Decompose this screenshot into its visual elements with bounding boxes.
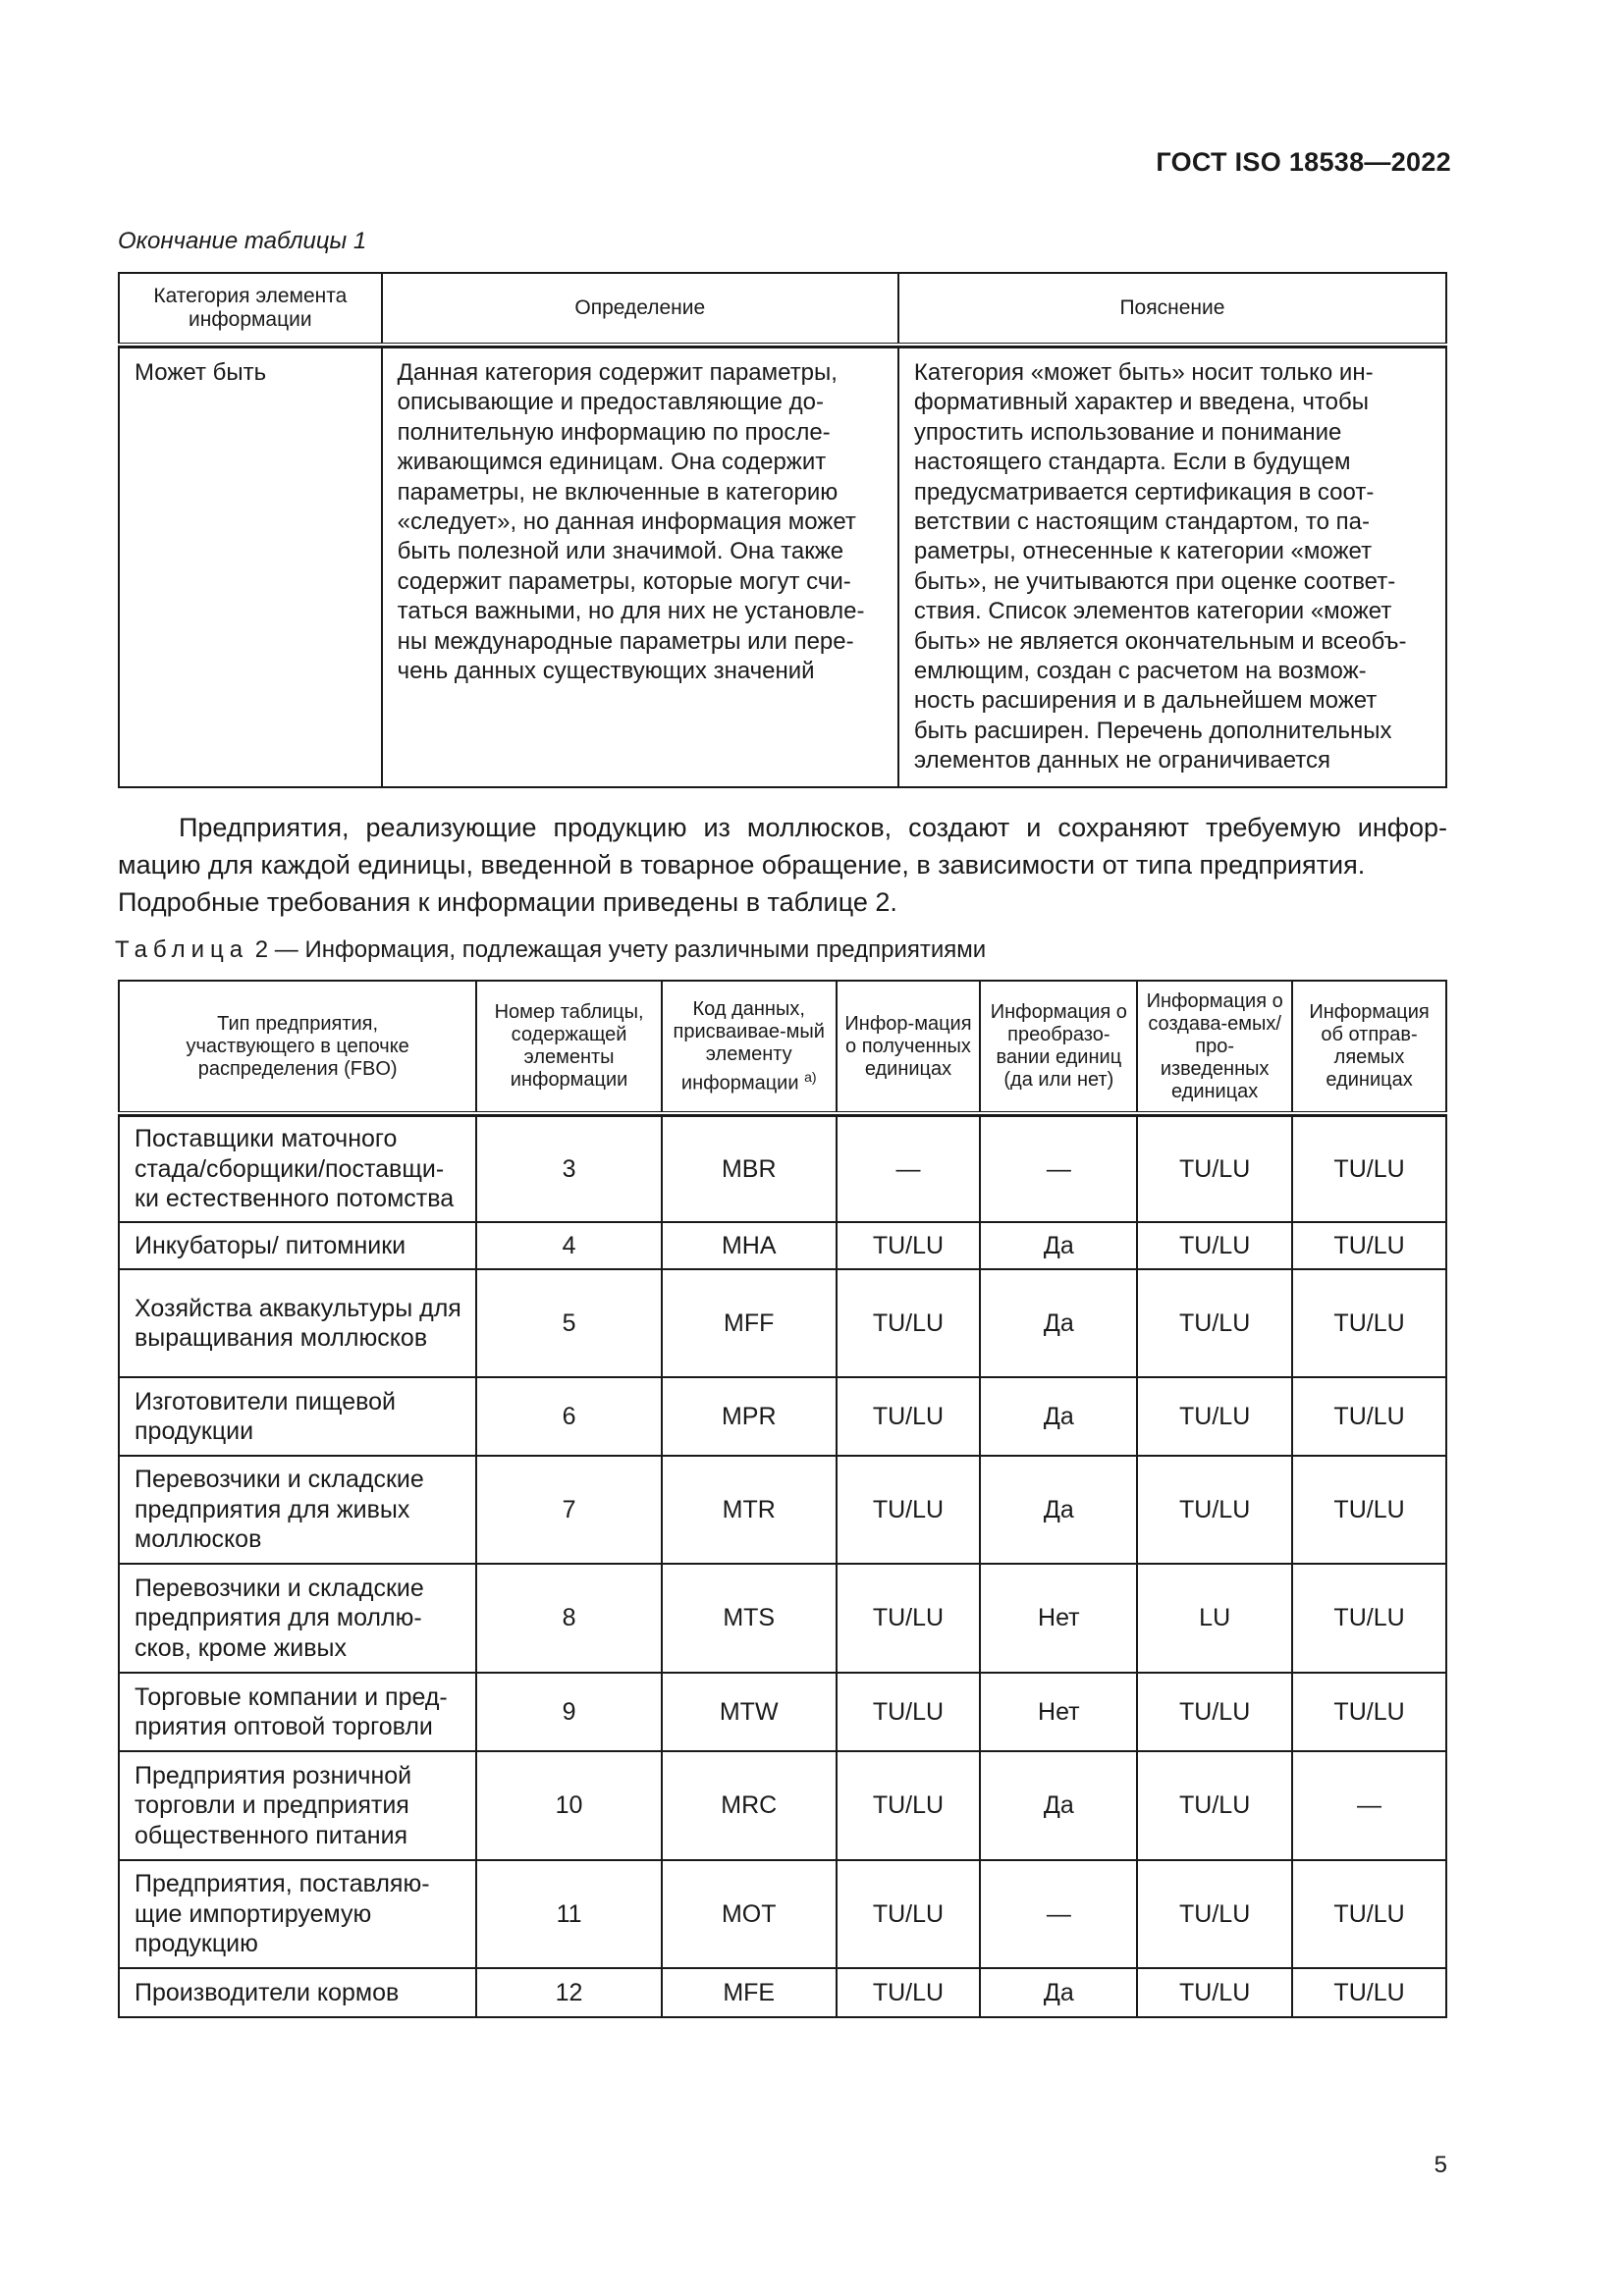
received-cell: TU/LU <box>837 1673 981 1751</box>
table1-header-explanation: Пояснение <box>898 273 1446 345</box>
table-row <box>119 1673 1446 1751</box>
table2-header-data-code-text: Код данных, присваивае-мый элементу информации <box>673 997 825 1095</box>
dispatched-cell: TU/LU <box>1292 1377 1446 1456</box>
fbo-cell: Предприятия, поставляю-щие импортируемую продукцию <box>119 1860 476 1968</box>
text-line: элементов данных не ограничивается <box>913 747 1331 774</box>
table2-header-created: Информация о создава-емых/про-изведенных единицах <box>1137 981 1292 1113</box>
standard-designation: ГОСТ ISO 18538—2022 <box>1156 147 1451 177</box>
table-number-cell: 9 <box>476 1673 662 1751</box>
text-line: настоящего стандарта. Если в будущем <box>913 449 1351 476</box>
table1-definition-cell <box>382 347 898 787</box>
data-code-cell: MTS <box>662 1564 837 1673</box>
transformed-cell: Да <box>980 1751 1137 1860</box>
text-line: Категория «может быть» носит только ин- <box>913 359 1374 386</box>
created-cell: TU/LU <box>1137 1116 1292 1222</box>
footnote-marker: a) <box>804 1068 817 1085</box>
created-cell: LU <box>1137 1564 1292 1673</box>
received-cell: TU/LU <box>837 1860 981 1968</box>
table-number-cell: 7 <box>476 1456 662 1564</box>
text-line: живающимся единицам. Она содержит <box>397 449 827 476</box>
received-cell: TU/LU <box>837 1222 981 1269</box>
transformed-cell: Да <box>980 1456 1137 1564</box>
dispatched-cell: TU/LU <box>1292 1456 1446 1564</box>
fbo-cell: Предприятия розничной торговли и предприятия общественного питания <box>119 1751 476 1860</box>
paragraph-line: Предприятия, реализующие продукцию из моллюсков, создают и сохраняют требуемую инфор- <box>179 813 1447 842</box>
table2-header-data-code <box>662 981 837 1113</box>
table-number-cell: 8 <box>476 1564 662 1673</box>
table1 <box>118 272 1447 788</box>
received-cell: TU/LU <box>837 1751 981 1860</box>
table1-header-category: Категория элемента информации <box>119 273 382 345</box>
table-row <box>119 1269 1446 1377</box>
text-line: описывающие и предоставляющие до- <box>397 389 825 416</box>
table-row <box>119 1860 1446 1968</box>
fbo-cell: Перевозчики и складские предприятия для живых моллюсков <box>119 1456 476 1564</box>
transformed-cell: — <box>980 1860 1137 1968</box>
transformed-cell: Нет <box>980 1673 1137 1751</box>
dispatched-cell: TU/LU <box>1292 1116 1446 1222</box>
received-cell: — <box>837 1116 981 1222</box>
data-code-cell: MOT <box>662 1860 837 1968</box>
dispatched-cell: — <box>1292 1751 1446 1860</box>
text-line: емлющим, создан с расчетом на возмож- <box>913 658 1367 685</box>
data-code-cell: MTR <box>662 1456 837 1564</box>
received-cell: TU/LU <box>837 1564 981 1673</box>
table-row <box>119 1222 1446 1269</box>
fbo-cell: Перевозчики и складские предприятия для моллю-сков, кроме живых <box>119 1564 476 1673</box>
table-row <box>119 1751 1446 1860</box>
text-line: быть полезной или значимой. Она также <box>397 538 844 565</box>
data-code-cell: MTW <box>662 1673 837 1751</box>
table-number-cell: 12 <box>476 1968 662 2017</box>
table2-header-table-number: Номер таблицы, содержащей элементы информации <box>476 981 662 1113</box>
table-row <box>119 1116 1446 1222</box>
fbo-cell: Производители кормов <box>119 1968 476 2017</box>
dispatched-cell: TU/LU <box>1292 1564 1446 1673</box>
text-line: чень данных существующих значений <box>397 658 815 685</box>
table-row <box>119 1968 1446 2017</box>
created-cell: TU/LU <box>1137 1269 1292 1377</box>
text-line: предусматривается сертификация в соот- <box>913 478 1375 506</box>
received-cell: TU/LU <box>837 1269 981 1377</box>
created-cell: TU/LU <box>1137 1968 1292 2017</box>
text-line: «следует», но данная информация может <box>397 508 856 536</box>
text-line: быть» не является окончательным и всеобъ- <box>913 627 1407 655</box>
transformed-cell: Да <box>980 1222 1137 1269</box>
data-code-cell: MPR <box>662 1377 837 1456</box>
paragraph-line: Подробные требования к информации приведены в таблице 2. <box>118 887 897 917</box>
transformed-cell: Да <box>980 1377 1137 1456</box>
fbo-cell: Изготовители пищевой продукции <box>119 1377 476 1456</box>
table-number-cell: 3 <box>476 1116 662 1222</box>
text-line: ность расширения и в дальнейшем может <box>913 687 1378 715</box>
data-code-cell: MRC <box>662 1751 837 1860</box>
fbo-cell: Поставщики маточного стада/сборщики/поставщи-ки естественного потомства <box>119 1116 476 1222</box>
text-line: ветствии с настоящим стандартом, то па- <box>913 508 1370 536</box>
table2-header-received: Инфор-мация о полученных единицах <box>837 981 981 1113</box>
table-number-cell: 6 <box>476 1377 662 1456</box>
dispatched-cell: TU/LU <box>1292 1968 1446 2017</box>
body-paragraph <box>118 809 1447 921</box>
received-cell: TU/LU <box>837 1456 981 1564</box>
table-row <box>119 1456 1446 1564</box>
created-cell: TU/LU <box>1137 1751 1292 1860</box>
transformed-cell: Да <box>980 1968 1137 2017</box>
text-line: раметры, отнесенные к категории «может <box>913 538 1373 565</box>
created-cell: TU/LU <box>1137 1377 1292 1456</box>
table1-explanation-cell <box>898 347 1446 787</box>
text-line: быть расширен. Перечень дополнительных <box>913 717 1392 744</box>
table2-caption-label: Таблица <box>115 936 249 963</box>
table-number-cell: 5 <box>476 1269 662 1377</box>
transformed-cell: Да <box>980 1269 1137 1377</box>
dispatched-cell: TU/LU <box>1292 1860 1446 1968</box>
created-cell: TU/LU <box>1137 1456 1292 1564</box>
table2-header-dispatched: Информация об отправ-ляемых единицах <box>1292 981 1446 1113</box>
data-code-cell: MBR <box>662 1116 837 1222</box>
table2-header-transformed: Информация о преобразо-вании единиц (да или нет) <box>980 981 1137 1113</box>
table1-category-cell: Может быть <box>119 347 382 787</box>
text-line: таться важными, но для них не установле- <box>397 598 865 625</box>
table2-caption <box>115 936 986 964</box>
text-line: полнительную информацию по просле- <box>397 418 831 446</box>
page-number: 5 <box>1434 2152 1447 2178</box>
created-cell: TU/LU <box>1137 1673 1292 1751</box>
received-cell: TU/LU <box>837 1968 981 2017</box>
table2-header-fbo: Тип предприятия, участвующего в цепочке распределения (FBO) <box>119 981 476 1113</box>
table-number-cell: 4 <box>476 1222 662 1269</box>
table1-caption: Окончание таблицы 1 <box>118 228 367 254</box>
table-number-cell: 11 <box>476 1860 662 1968</box>
text-line: ствия. Список элементов категории «может <box>913 598 1392 625</box>
dispatched-cell: TU/LU <box>1292 1269 1446 1377</box>
text-line: формативный характер и введена, чтобы <box>913 389 1369 416</box>
created-cell: TU/LU <box>1137 1222 1292 1269</box>
data-code-cell: MHA <box>662 1222 837 1269</box>
dispatched-cell: TU/LU <box>1292 1222 1446 1269</box>
table-row <box>119 1564 1446 1673</box>
table-number-cell: 10 <box>476 1751 662 1860</box>
text-line: содержит параметры, которые могут счи- <box>397 567 851 595</box>
table-row <box>119 1377 1446 1456</box>
table2-caption-text: 2 — Информация, подлежащая учету различными предприятиями <box>254 936 987 963</box>
created-cell: TU/LU <box>1137 1860 1292 1968</box>
fbo-cell: Хозяйства аквакультуры для выращивания моллюсков <box>119 1269 476 1377</box>
table2 <box>118 980 1447 2018</box>
transformed-cell: Нет <box>980 1564 1137 1673</box>
received-cell: TU/LU <box>837 1377 981 1456</box>
paragraph-line: мацию для каждой единицы, введенной в товарное обращение, в зависимости от типа предприятия. <box>118 850 1366 880</box>
text-line: упростить использование и понимание <box>913 418 1342 446</box>
text-line: ны международные параметры или пере- <box>397 627 854 655</box>
text-line: параметры, не включенные в категорию <box>397 478 839 506</box>
table1-header-definition: Определение <box>382 273 898 345</box>
dispatched-cell: TU/LU <box>1292 1673 1446 1751</box>
transformed-cell: — <box>980 1116 1137 1222</box>
text-line: быть», не учитываются при оценке соответ- <box>913 567 1396 595</box>
data-code-cell: MFE <box>662 1968 837 2017</box>
fbo-cell: Торговые компании и пред-приятия оптовой торговли <box>119 1673 476 1751</box>
data-code-cell: MFF <box>662 1269 837 1377</box>
text-line: Данная категория содержит параметры, <box>397 359 838 386</box>
fbo-cell: Инкубаторы/ питомники <box>119 1222 476 1269</box>
